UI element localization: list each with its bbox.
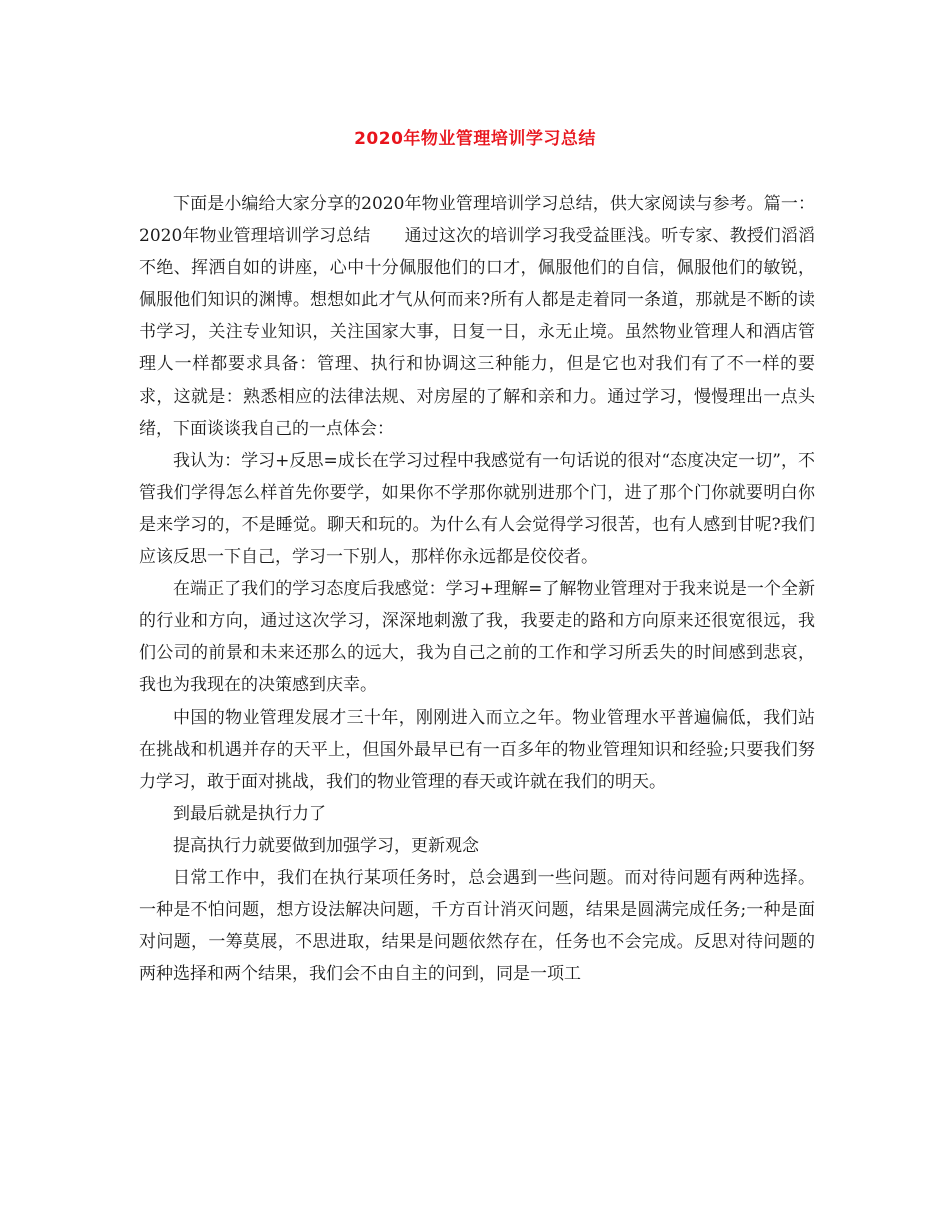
paragraph-execution: 到最后就是执行力了 (173, 803, 326, 824)
document-title: 2020年物业管理培训学习总结 (354, 129, 596, 149)
paragraph-intro: 下面是小编给大家分享的2020年物业管理培训学习总结，供大家阅读与参考。篇一：2020年物业管理培训学习总结 通过这次的培训学习我受益匪浅。听专家、教授们滔滔不绝、挥洒自如的讲座，心中十分佩服他们的口才，佩服他们的自信，佩服他们的敏锐，佩服他们知识的渊博。想想如此才气从何而来?所有人都是走着同一条道，那就是不断的读书学习，关注专业知识，关注国家大事，日复一日，永无止境。虽然物业管理人和酒店管理人一样都要求具备：管理、执行和协调这三种能力，但是它也对我们有了不一样的要求，这就是：熟悉相应的法律法规、对房屋的了解和亲和力。通过学习，慢慢理出一点头绪，下面谈谈我自己的一点体会： (139, 194, 815, 439)
paragraph-improve-execution: 提高执行力就要做到加强学习，更新观念 (173, 835, 479, 856)
paragraph-learning-reflection: 我认为：学习+反思=成长在学习过程中我感觉有一句话说的很对“态度决定一切”，不管我们学得怎么样首先你要学，如果你不学那你就别进那个门，进了那个门你就要明白你是来学习的，不是睡觉。聊天和玩的。为什么有人会觉得学习很苦，也有人感到甘呢?我们应该反思一下自己，学习一下别人，那样你永远都是佼佼者。 (139, 450, 815, 568)
paragraph-daily-work: 日常工作中，我们在执行某项任务时，总会遇到一些问题。而对待问题有两种选择。一种是不怕问题，想方设法解决问题，千方百计消灭问题，结果是圆满完成任务;一种是面对问题，一筹莫展，不思进取，结果是问题依然存在，任务也不会完成。反思对待问题的两种选择和两个结果，我们会不由自主的问到，同是一项工 (139, 867, 815, 985)
document-body (139, 188, 815, 990)
paragraph-industry-development: 中国的物业管理发展才三十年，刚刚进入而立之年。物业管理水平普遍偏低，我们站在挑战和机遇并存的天平上，但国外最早已有一百多年的物业管理知识和经验;只要我们努力学习，敢于面对挑战，我们的物业管理的春天或许就在我们的明天。 (139, 707, 815, 792)
paragraph-learning-understanding: 在端正了我们的学习态度后我感觉：学习+理解=了解物业管理对于我来说是一个全新的行业和方向，通过这次学习，深深地刺激了我，我要走的路和方向原来还很宽很远，我们公司的前景和未来还那么的远大，我为自己之前的工作和学习所丢失的时间感到悲哀，我也为我现在的决策感到庆幸。 (139, 579, 815, 696)
